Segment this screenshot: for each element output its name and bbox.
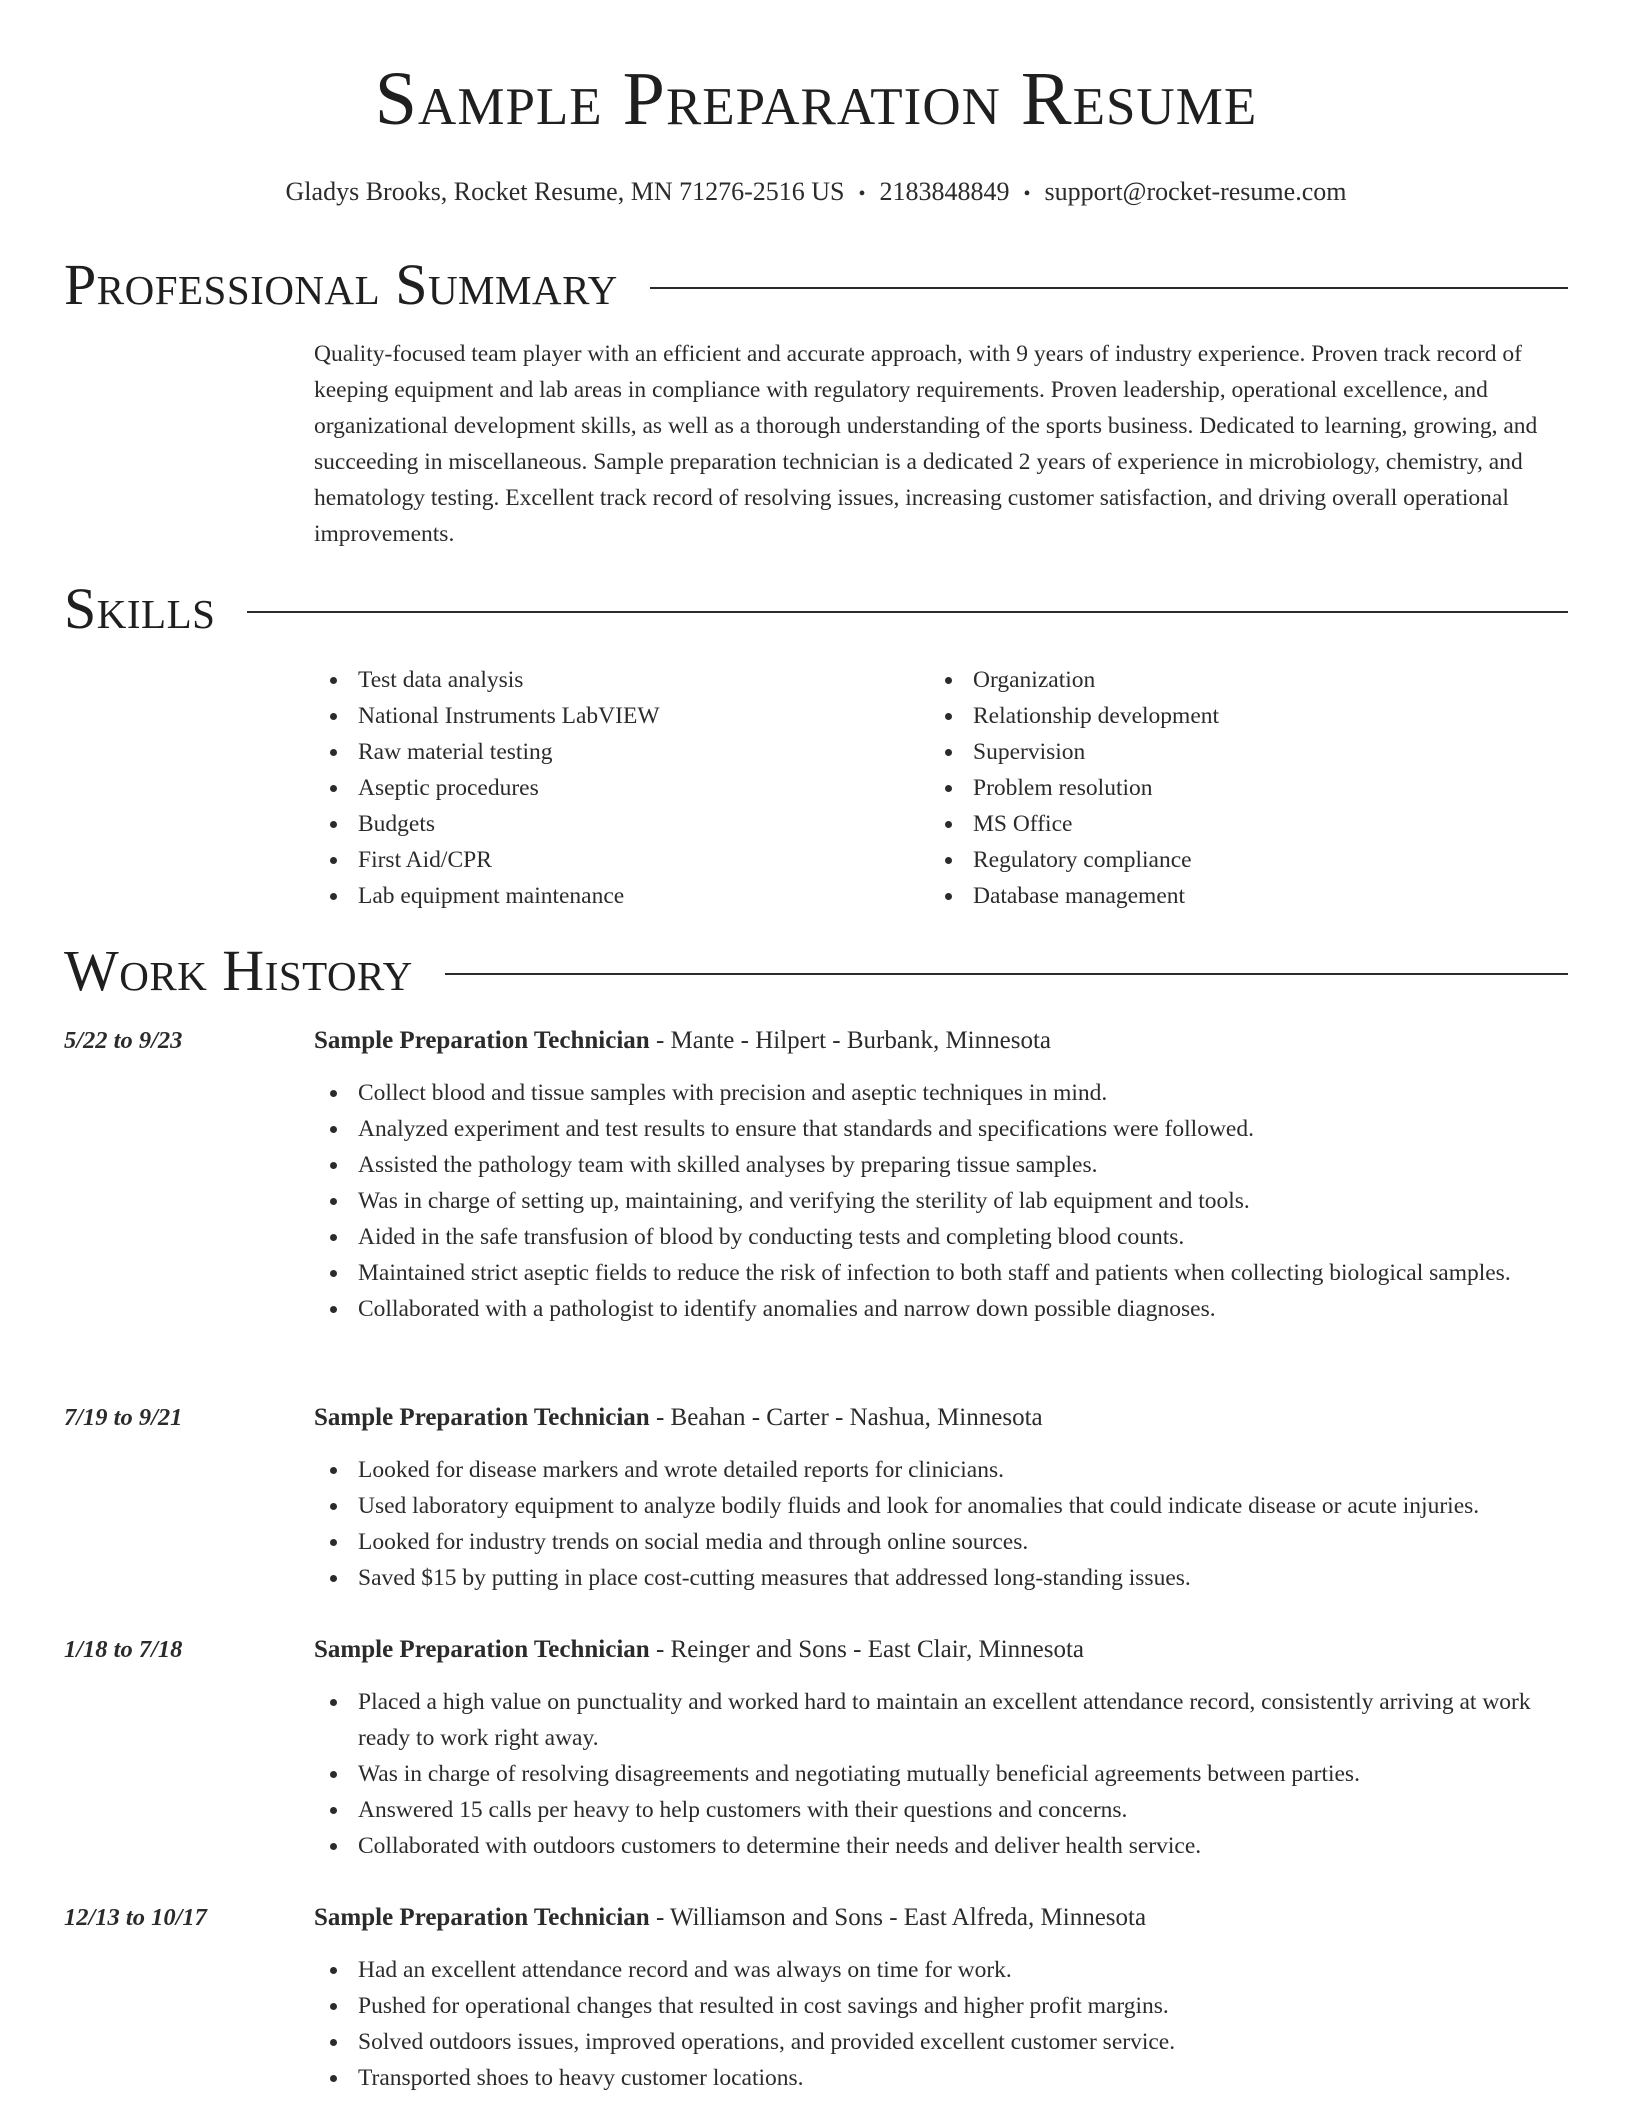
skill-item: Lab equipment maintenance xyxy=(314,878,914,914)
job-duty-item: Aided in the safe transfusion of blood by conducting tests and completing blood counts. xyxy=(314,1219,1570,1255)
section-divider xyxy=(650,287,1568,289)
job-duty-item: Looked for disease markers and wrote detailed reports for clinicians. xyxy=(314,1452,1570,1488)
job-heading xyxy=(314,1023,1051,1059)
job-heading xyxy=(314,1632,1084,1668)
skill-item: First Aid/CPR xyxy=(314,842,914,878)
job-duties xyxy=(314,1075,1570,1327)
contact-separator: • xyxy=(1023,183,1031,205)
job-role: Sample Preparation Technician xyxy=(314,1404,650,1431)
job-dates: 1/18 to 7/18 xyxy=(64,1636,183,1663)
summary-section-header xyxy=(64,250,1568,320)
job-duty-item: Answered 15 calls per heavy to help customers with their questions and concerns. xyxy=(314,1792,1570,1828)
job-duty-item: Looked for industry trends on social media and through online sources. xyxy=(314,1524,1570,1560)
skill-item: Raw material testing xyxy=(314,734,914,770)
job-role: Sample Preparation Technician xyxy=(314,1027,650,1054)
job-duty-item: Saved $15 by putting in place cost-cutting measures that addressed long-standing issues. xyxy=(314,1560,1570,1596)
job-role: Sample Preparation Technician xyxy=(314,1636,650,1663)
job-employer: - Beahan - Carter - Nashua, Minnesota xyxy=(649,1404,1043,1431)
skills-column-left xyxy=(314,662,914,914)
contact-address: Gladys Brooks, Rocket Resume, MN 71276-2516 US xyxy=(285,177,845,206)
contact-line xyxy=(0,174,1632,212)
job-dates: 12/13 to 10/17 xyxy=(64,1904,207,1931)
skills-section-header xyxy=(64,574,1568,644)
skills-column-right xyxy=(929,662,1529,914)
skill-item: Aseptic procedures xyxy=(314,770,914,806)
job-duty-item: Assisted the pathology team with skilled analyses by preparing tissue samples. xyxy=(314,1147,1570,1183)
skill-item: Regulatory compliance xyxy=(929,842,1529,878)
skill-item: Database management xyxy=(929,878,1529,914)
job-duties xyxy=(314,1452,1570,1596)
skill-item: MS Office xyxy=(929,806,1529,842)
skill-item: Supervision xyxy=(929,734,1529,770)
job-duties xyxy=(314,1684,1570,1864)
job-duty-item: Was in charge of resolving disagreements and negotiating mutually beneficial agreements between parties. xyxy=(314,1756,1570,1792)
job-duty-item: Collaborated with a pathologist to identify anomalies and narrow down possible diagnoses. xyxy=(314,1291,1570,1327)
job-duty-item: Had an excellent attendance record and was always on time for work. xyxy=(314,1952,1570,1988)
job-dates: 5/22 to 9/23 xyxy=(64,1027,183,1054)
skill-item: Organization xyxy=(929,662,1529,698)
skills-heading: Skills xyxy=(64,576,216,641)
skill-item: National Instruments LabVIEW xyxy=(314,698,914,734)
contact-phone: 2183848849 xyxy=(879,177,1010,206)
job-heading xyxy=(314,1400,1043,1436)
summary-heading: Professional Summary xyxy=(64,252,618,317)
job-duty-item: Maintained strict aseptic fields to reduce the risk of infection to both staff and patients when collecting biological samples. xyxy=(314,1255,1570,1291)
skill-item: Budgets xyxy=(314,806,914,842)
skill-item: Test data analysis xyxy=(314,662,914,698)
resume-title: Sample Preparation Resume xyxy=(374,57,1258,141)
summary-text: Quality-focused team player with an efficient and accurate approach, with 9 years of industry experience. Proven track record of keeping equipment and lab areas in compliance with regulatory requirements. Proven leadership, operational excellence, and organizational development skills, as well as a thorough understanding of the sports business. Dedicated to learning, growing, and succeeding in miscellaneous. Sample preparation technician is a dedicated 2 years of experience in microbiology, chemistry, and hematology testing. Excellent track record of resolving issues, increasing customer satisfaction, and driving overall operational improvements. xyxy=(314,341,1538,547)
job-dates: 7/19 to 9/21 xyxy=(64,1404,183,1431)
job-heading xyxy=(314,1900,1146,1936)
job-duty-item: Pushed for operational changes that resulted in cost savings and higher profit margins. xyxy=(314,1988,1570,2024)
job-duty-item: Analyzed experiment and test results to ensure that standards and specifications were followed. xyxy=(314,1111,1570,1147)
job-duties xyxy=(314,1952,1570,2096)
job-duty-item: Solved outdoors issues, improved operations, and provided excellent customer service. xyxy=(314,2024,1570,2060)
job-duty-item: Transported shoes to heavy customer locations. xyxy=(314,2060,1570,2096)
job-employer: - Reinger and Sons - East Clair, Minnesota xyxy=(649,1636,1085,1663)
section-divider xyxy=(445,973,1568,975)
skill-item: Relationship development xyxy=(929,698,1529,734)
section-divider xyxy=(247,611,1568,613)
work-heading: Work History xyxy=(64,938,413,1003)
job-duty-item: Used laboratory equipment to analyze bodily fluids and look for anomalies that could indicate disease or acute injuries. xyxy=(314,1488,1570,1524)
job-employer: - Williamson and Sons - East Alfreda, Minnesota xyxy=(649,1904,1147,1931)
job-employer: - Mante - Hilpert - Burbank, Minnesota xyxy=(649,1027,1051,1054)
work-section-header xyxy=(64,936,1568,1006)
job-duty-item: Placed a high value on punctuality and worked hard to maintain an excellent attendance record, consistently arriving at work ready to work right away. xyxy=(314,1684,1570,1756)
contact-separator: • xyxy=(858,183,866,205)
job-duty-item: Was in charge of setting up, maintaining, and verifying the sterility of lab equipment and tools. xyxy=(314,1183,1570,1219)
skill-item: Problem resolution xyxy=(929,770,1529,806)
job-duty-item: Collaborated with outdoors customers to determine their needs and deliver health service. xyxy=(314,1828,1570,1864)
contact-email: support@rocket-resume.com xyxy=(1044,177,1347,206)
job-duty-item: Collect blood and tissue samples with precision and aseptic techniques in mind. xyxy=(314,1075,1570,1111)
job-role: Sample Preparation Technician xyxy=(314,1904,650,1931)
